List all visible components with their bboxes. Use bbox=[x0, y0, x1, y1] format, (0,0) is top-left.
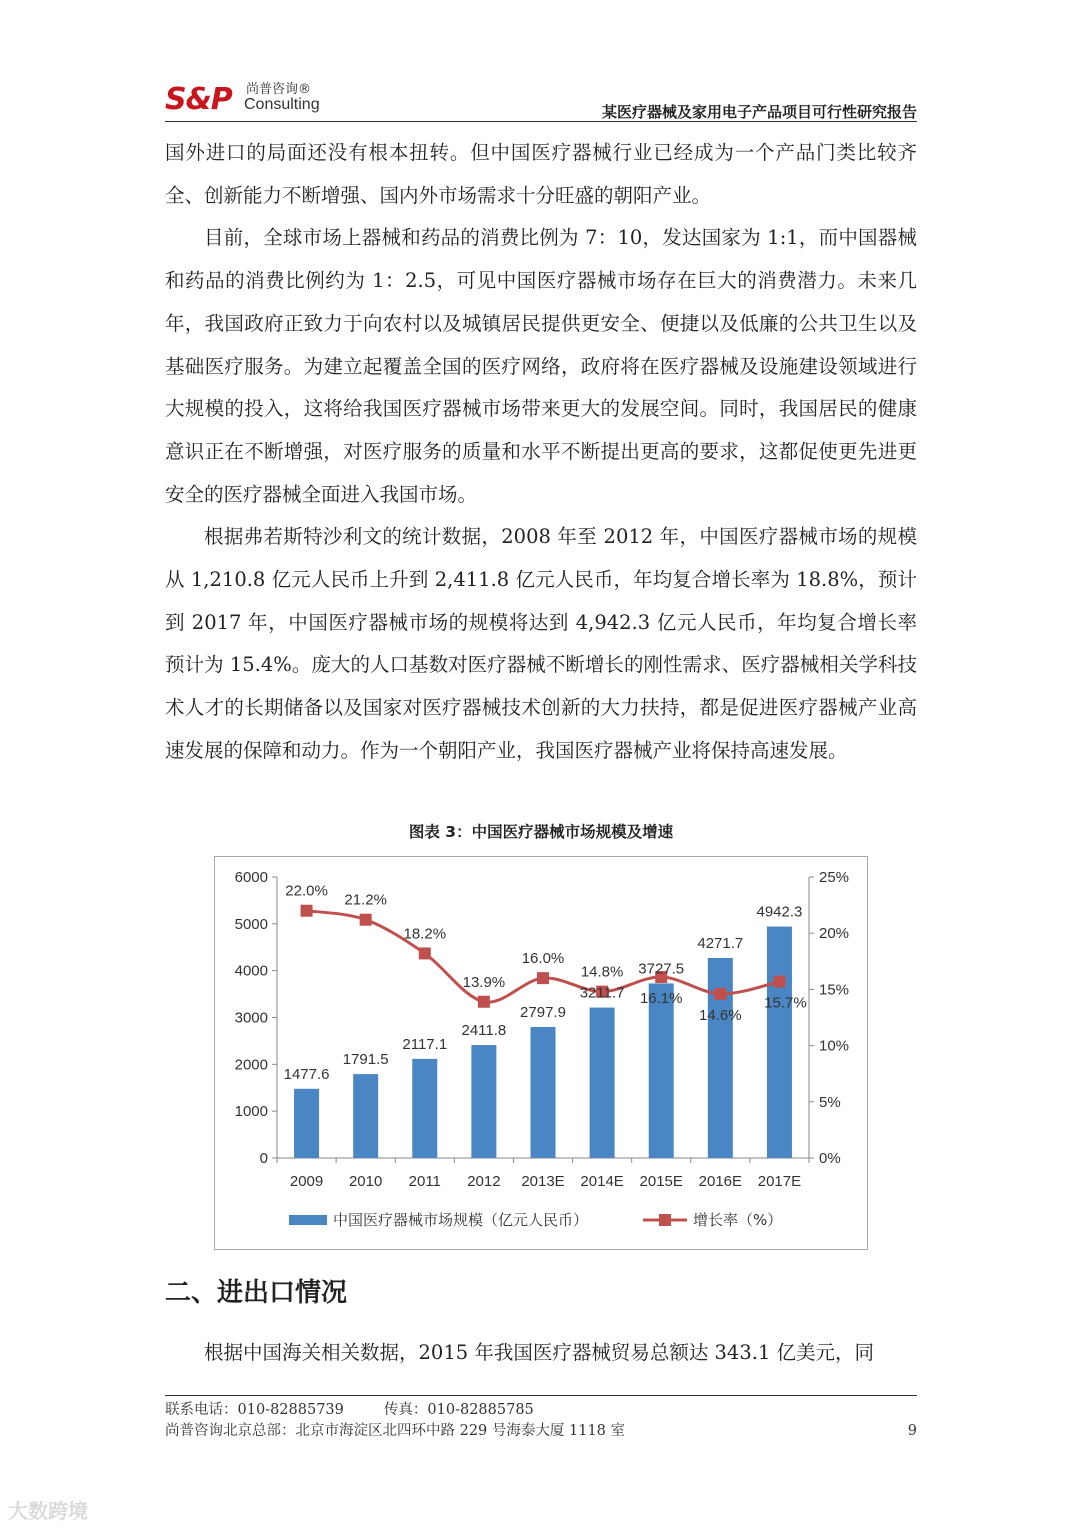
bar bbox=[412, 1059, 437, 1158]
growth-rate-marker bbox=[714, 988, 726, 1000]
contact-phone: 联系电话：010-82885739 bbox=[165, 1402, 344, 1418]
bar bbox=[531, 1027, 556, 1158]
bar bbox=[294, 1089, 319, 1158]
left-axis-tick-label: 1000 bbox=[234, 1103, 268, 1121]
growth-rate-marker bbox=[360, 914, 372, 926]
page-number: 9 bbox=[907, 1423, 917, 1439]
x-axis-tick-label: 2011 bbox=[408, 1173, 441, 1190]
legend-line-marker bbox=[659, 1214, 671, 1226]
growth-rate-marker bbox=[537, 972, 549, 984]
growth-rate-marker bbox=[419, 947, 431, 959]
growth-rate-label: 14.6% bbox=[699, 1006, 742, 1024]
section-title: 二、进出口情况 bbox=[165, 1278, 348, 1308]
left-axis-tick-label: 0 bbox=[259, 1150, 268, 1167]
report-title: 某医疗器械及家用电子产品项目可行性研究报告 bbox=[601, 103, 917, 121]
left-axis-tick-label: 5000 bbox=[234, 915, 268, 933]
bar bbox=[353, 1074, 378, 1158]
bar-value-label: 3211.7 bbox=[579, 984, 625, 1002]
company-logo bbox=[165, 78, 335, 118]
chart-svg bbox=[215, 857, 867, 1249]
header-divider bbox=[165, 121, 917, 122]
watermark: 大数跨境 bbox=[8, 1499, 88, 1523]
market-size-chart bbox=[214, 856, 868, 1250]
page-header bbox=[165, 70, 917, 122]
growth-rate-label: 21.2% bbox=[344, 891, 387, 909]
x-axis-tick-label: 2015E bbox=[639, 1173, 683, 1190]
right-axis-tick-label: 0% bbox=[819, 1150, 841, 1167]
footer-divider bbox=[165, 1395, 917, 1396]
bar bbox=[471, 1045, 496, 1158]
x-axis-tick-label: 2009 bbox=[289, 1173, 324, 1190]
bar-value-label: 4942.3 bbox=[756, 903, 803, 921]
growth-rate-label: 16.0% bbox=[521, 950, 565, 968]
left-axis-tick-label: 3000 bbox=[234, 1009, 268, 1027]
growth-rate-label: 22.0% bbox=[285, 882, 328, 900]
bar bbox=[649, 983, 674, 1158]
x-axis-tick-label: 2013E bbox=[521, 1173, 565, 1190]
x-axis-tick-label: 2012 bbox=[467, 1173, 501, 1190]
x-axis-tick-label: 2017E bbox=[757, 1173, 802, 1190]
bar-value-label: 1477.6 bbox=[283, 1065, 330, 1083]
x-axis-tick-label: 2010 bbox=[348, 1173, 383, 1190]
x-axis-tick-label: 2016E bbox=[698, 1173, 743, 1190]
x-axis-tick-label: 2014E bbox=[580, 1173, 624, 1190]
growth-rate-label: 13.9% bbox=[462, 973, 506, 991]
right-axis-tick-label: 20% bbox=[819, 925, 850, 943]
right-axis-tick-label: 25% bbox=[819, 869, 850, 886]
page-footer bbox=[165, 1400, 917, 1442]
figure-caption: 图表 3：中国医疗器械市场规模及增速 bbox=[408, 823, 674, 841]
logo-mark: S&P bbox=[165, 82, 232, 117]
right-axis-tick-label: 5% bbox=[819, 1093, 841, 1111]
growth-rate-marker bbox=[478, 996, 490, 1008]
office-address: 尚普咨询北京总部：北京市海淀区北四环中路 229 号海泰大厦 1118 室 bbox=[165, 1423, 626, 1439]
bar-value-label: 1791.5 bbox=[342, 1051, 389, 1069]
growth-rate-marker bbox=[773, 976, 785, 988]
paragraph: 根据弗若斯特沙利文的统计数据，2008 年至 2012 年，中国医疗器械市场的规模从 1,210.8 亿元人民币上升到 2,411.8 亿元人民币，年均复合增长率为 18.8%，预计到 2017 年，中国医疗器械市场的规模将达到 4,942.3 亿元人民币，年均复合增长率预计为 15.4%。庞大的人口基数对医疗器械不断增长的刚性需求、医疗器械相关学科技术人才的长期储备以及国家对医疗器械技术创新的大力扶持，都是促进医疗器械产业高速发展的保障和动力。作为一个朝阳产业，我国医疗器械产业将保持高速发展。 bbox=[165, 525, 917, 762]
bar bbox=[767, 927, 792, 1158]
body-text bbox=[165, 132, 917, 773]
growth-rate-marker bbox=[301, 905, 313, 917]
growth-rate-label: 18.2% bbox=[403, 925, 447, 943]
bar-value-label: 4271.7 bbox=[697, 934, 744, 952]
legend-line-label: 增长率（%） bbox=[693, 1211, 783, 1229]
right-axis-tick-label: 15% bbox=[819, 981, 850, 999]
growth-rate-label: 14.8% bbox=[580, 963, 624, 981]
contact-fax: 传真：010-82885785 bbox=[383, 1402, 534, 1418]
legend-bar-label: 中国医疗器械市场规模（亿元人民币） bbox=[333, 1211, 589, 1229]
bar-value-label: 3727.5 bbox=[638, 960, 685, 978]
right-axis-tick-label: 10% bbox=[819, 1037, 850, 1055]
section-paragraph: 根据中国海关相关数据，2015 年我国医疗器械贸易总额达 343.1 亿美元，同 bbox=[204, 1341, 875, 1364]
left-axis-tick-label: 6000 bbox=[234, 869, 268, 886]
bar-value-label: 2117.1 bbox=[402, 1035, 448, 1053]
paragraph: 目前，全球市场上器械和药品的消费比例为 7：10，发达国家为 1:1，而中国器械和药品的消费比例约为 1：2.5，可见中国医疗器械市场存在巨大的消费潜力。未来几年，我国政府正致力于向农村以及城镇居民提供更安全、便捷以及低廉的公共卫生以及基础医疗服务。为建立起覆盖全国的医疗网络，政府将在医疗器械及设施建设领域进行大规模的投入，这将给我国医疗器械市场带来更大的发展空间。同时，我国居民的健康意识正在不断增强，对医疗服务的质量和水平不断提出更高的要求，这都促使更先进更安全的医疗器械全面进入我国市场。 bbox=[165, 226, 917, 506]
legend-bar-swatch bbox=[289, 1215, 327, 1225]
bar-value-label: 2797.9 bbox=[520, 1003, 566, 1021]
logo-english-name: Consulting bbox=[244, 96, 320, 113]
left-axis-tick-label: 2000 bbox=[234, 1056, 268, 1074]
logo-chinese-name: 尚普咨询® bbox=[246, 82, 312, 97]
left-axis-tick-label: 4000 bbox=[234, 962, 268, 980]
bar-value-label: 2411.8 bbox=[461, 1022, 507, 1040]
bar bbox=[590, 1008, 615, 1158]
paragraph: 国外进口的局面还没有根本扭转。但中国医疗器械行业已经成为一个产品门类比较齐全、创新能力不断增强、国内外市场需求十分旺盛的朝阳产业。 bbox=[165, 141, 917, 207]
growth-rate-label: 15.7% bbox=[764, 994, 807, 1012]
growth-rate-label: 16.1% bbox=[639, 990, 683, 1008]
